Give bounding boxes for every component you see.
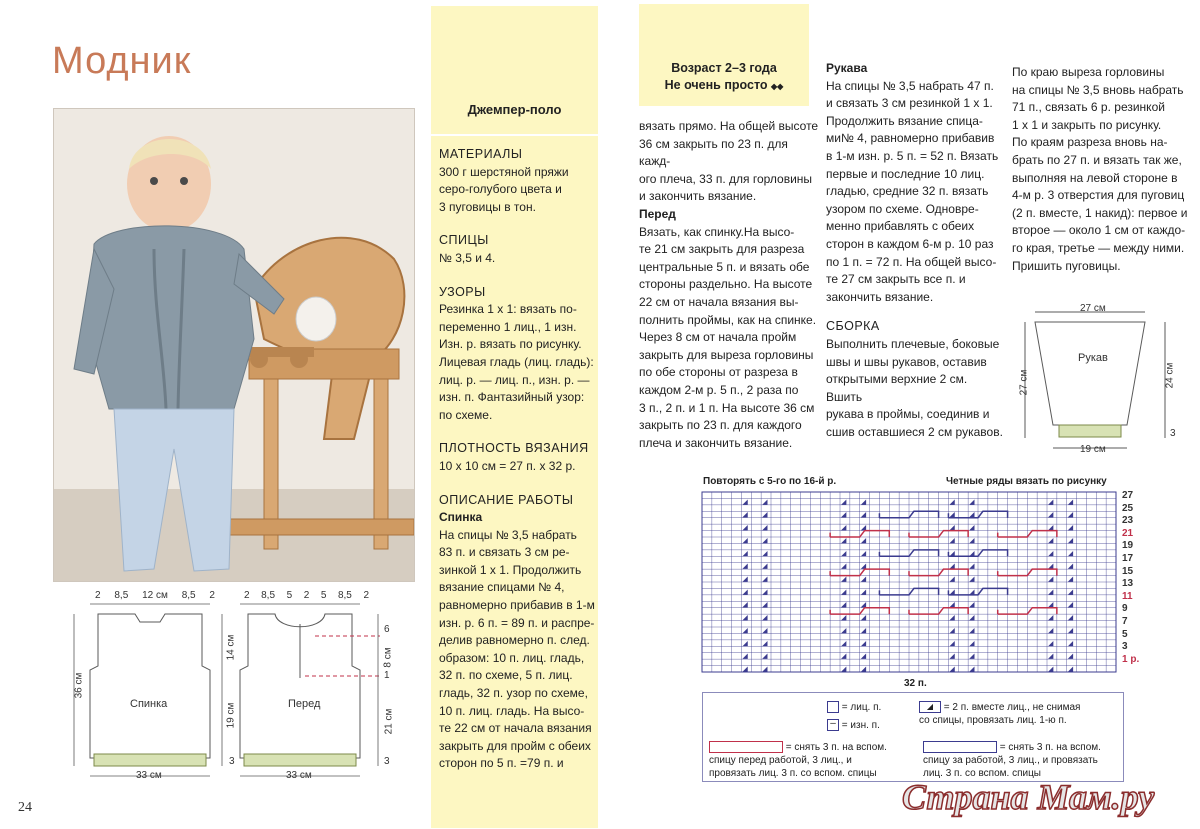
k2tog-mark: ◢ [1048, 498, 1054, 506]
k2tog-mark: ◢ [762, 614, 768, 622]
back-right-upper-dim: 14 см [225, 634, 237, 661]
k2tog-mark: ◢ [969, 627, 975, 635]
row-label: 9 [1122, 603, 1128, 615]
description-line: 83 п. и связать 3 см ре- [439, 545, 570, 560]
legend-cable-front [709, 741, 887, 780]
col4-line: те 27 см закрыть все п. и [826, 272, 966, 287]
purl-symbol-icon: – [827, 719, 839, 731]
legend-cable-front-text-3: провязать лиц. 3 п. со вспом. спицы [709, 768, 877, 779]
description-line: 10 п. лиц. гладь. На высо- [439, 703, 585, 718]
col3-line: 36 см закрыть по 23 п. для кажд- [639, 136, 788, 169]
k2tog-mark: ◢ [949, 627, 955, 635]
k2tog-mark: ◢ [969, 601, 975, 609]
k2tog-mark: ◢ [969, 511, 975, 519]
front-label: Перед [288, 698, 321, 710]
patterns-line: переменно 1 лиц., 1 изн. [439, 319, 577, 334]
legend-cable-front-text-2: спицу перед работой, 3 лиц., и [709, 755, 852, 766]
col4-line: менно прибавлять с обеих [826, 219, 975, 234]
sleeve-top-dim: 27 см [1080, 303, 1106, 314]
col3-line: закрыть для выреза горловины [639, 347, 814, 362]
k2tog-mark: ◢ [1048, 524, 1054, 532]
k2tog-mark: ◢ [1067, 511, 1074, 519]
back-front-schematics [60, 586, 410, 786]
sleeve-right-dim: 24 см [1164, 362, 1176, 389]
legend-k2tog-text: = 2 п. вместе лиц., не снимая [943, 702, 1081, 713]
patterns-line: Лицевая гладь (лиц. гладь): [439, 354, 594, 369]
k2tog-mark: ◢ [762, 537, 768, 545]
cable-back-symbol-icon [923, 741, 997, 753]
col4-line: в 1-м изн. р. 5 п. = 52 п. Вязать [826, 148, 999, 163]
k2tog-mark: ◢ [1048, 537, 1054, 545]
back-bottom-dim: 33 см [136, 770, 162, 781]
chart-row-labels [1122, 490, 1139, 666]
assembly-heading: СБОРКА [826, 319, 880, 334]
k2tog-mark: ◢ [1048, 601, 1054, 609]
materials-line: серо-голубого цвета и [439, 182, 562, 197]
k2tog-mark: ◢ [969, 614, 975, 622]
col3-line: закрыть по 23 п. для каждого [639, 418, 802, 433]
sleeve-label: Рукав [1078, 352, 1108, 364]
legend-k2tog-text-2: со спицы, провязать лиц. 1-ю п. [919, 715, 1067, 726]
legend-cable-back-text-2: спицу за работой, 3 лиц., и провязать [923, 755, 1098, 766]
k2tog-mark: ◢ [969, 524, 975, 532]
k2tog-mark: ◢ [1067, 524, 1074, 532]
dim-label: 8,5 [114, 590, 129, 601]
k2tog-mark: ◢ [969, 653, 975, 661]
k2tog-mark: ◢ [762, 601, 768, 609]
col4-line: первые и последние 10 лиц. [826, 166, 985, 181]
k2tog-mark: ◢ [949, 576, 955, 583]
k2tog-mark: ◢ [860, 563, 867, 571]
col3-line: вязать прямо. На общей высоте [639, 119, 819, 133]
legend-cable-back-text-3: лиц. 3 п. со вспом. спицы [923, 768, 1041, 779]
k2tog-mark: ◢ [860, 524, 867, 532]
description-line: изн. р. 6 п. = 89 п. и распре- [439, 615, 595, 630]
row-label: 25 [1122, 502, 1134, 514]
col5-line: второе — около 1 см от каждо- [1012, 223, 1186, 238]
row-label: 7 [1122, 615, 1128, 627]
col4-line: швы и швы рукавов, оставив [826, 354, 987, 369]
knitting-chart-grid [700, 488, 1120, 680]
k2tog-mark: ◢ [762, 498, 768, 506]
k2tog-mark: ◢ [969, 576, 975, 583]
back-top-dims [95, 590, 215, 601]
row-label: 17 [1122, 552, 1134, 564]
k2tog-mark: ◢ [1067, 588, 1074, 596]
description-line: равномерно прибавив в 1-м [439, 598, 595, 613]
photo-illustration [54, 109, 414, 581]
k2tog-mark: ◢ [841, 576, 847, 583]
sleeve-bottom-dim: 19 см [1080, 444, 1106, 455]
description-line: закрыть для пройм с обеих [439, 738, 591, 753]
k2tog-mark: ◢ [742, 601, 748, 609]
legend-k2tog [919, 701, 1080, 727]
k2tog-mark: ◢ [949, 666, 955, 673]
k2tog-mark: ◢ [762, 640, 768, 648]
materials-heading: МАТЕРИАЛЫ [439, 147, 523, 161]
k2tog-mark: ◢ [742, 550, 748, 558]
col4-line: гладью, средние 32 п. вязать [826, 184, 989, 199]
k2tog-mark: ◢ [860, 588, 867, 596]
needles-heading: СПИЦЫ [439, 233, 489, 248]
k2tog-mark: ◢ [860, 614, 867, 622]
description-line: зинкой 1 х 1. Продолжить [439, 562, 582, 577]
k2tog-mark: ◢ [1048, 653, 1054, 661]
col4-line: сшив оставшиеся 2 см рукавов. [826, 424, 1003, 439]
k2tog-mark: ◢ [969, 563, 975, 571]
k2tog-mark: ◢ [841, 563, 847, 571]
col4-line: ми№ 4, равномерно прибавив [826, 131, 995, 146]
description-line: образом: 10 п. лиц. гладь, [439, 650, 585, 665]
k2tog-mark: ◢ [841, 588, 847, 596]
front-right-small-dim: 3 [384, 756, 390, 767]
col3-line: ого плеча, 33 п. для горловины [639, 171, 813, 186]
k2tog-mark: ◢ [841, 614, 847, 622]
col3-line: полнить проймы, как на спинке. [639, 312, 817, 327]
k2tog-mark: ◢ [742, 576, 748, 583]
watermark-logo: Страна Мам.ру [902, 777, 1155, 817]
k2tog-mark: ◢ [1048, 640, 1054, 648]
k2tog-mark: ◢ [1048, 511, 1054, 519]
k2tog-mark: ◢ [1048, 588, 1054, 596]
sleeve-schematic [1015, 300, 1185, 460]
row-label: 27 [1122, 490, 1134, 501]
col5-line: (2 п. вместе, 1 накид): первое и [1012, 205, 1188, 220]
col4-line: закончить вязание. [826, 289, 934, 304]
dim-label: 8,5 [181, 590, 196, 601]
patterns-line: изн. п. Фантазийный узор: [439, 390, 585, 405]
k2tog-mark: ◢ [969, 550, 975, 558]
col5-line: го края, третье — между ними. [1012, 240, 1185, 255]
k2tog-mark: ◢ [841, 666, 847, 673]
front-right-top-dim: 6 [384, 624, 390, 635]
cable-front-symbol-icon [709, 741, 783, 753]
col3-line: каждом 2-м р. 5 п., 2 раза по [639, 382, 799, 397]
dim-label: 12 см [142, 590, 168, 601]
chart-width-label: 32 п. [904, 678, 927, 689]
k2tog-mark: ◢ [860, 627, 867, 635]
k2tog-mark: ◢ [860, 511, 867, 519]
dim-label: 5 [320, 590, 327, 601]
k2tog-mark: ◢ [949, 588, 955, 596]
needles-text: № 3,5 и 4. [439, 250, 496, 265]
col3-line: стороны раздельно. На высоте [639, 277, 813, 292]
k2tog-mark: ◢ [762, 524, 768, 532]
k2tog-mark: ◢ [762, 511, 768, 519]
patterns-line: лиц. р. — лиц. п., изн. р. — [439, 372, 590, 387]
col3-line: те 21 см закрыть для разреза [639, 242, 805, 257]
k2tog-mark: ◢ [860, 537, 867, 545]
k2tog-mark: ◢ [762, 627, 768, 635]
col4-line: На спицы № 3,5 набрать 47 п. [826, 78, 994, 93]
k2tog-mark: ◢ [949, 601, 955, 609]
k2tog-mark: ◢ [949, 511, 955, 519]
row-label: 23 [1122, 515, 1134, 527]
col5-line: 71 п., связать 6 р. резинкой [1012, 100, 1165, 115]
legend-cable-front-text: = снять 3 п. на вспом. [785, 742, 887, 753]
description-line: те 22 см от начала вязания [439, 721, 592, 736]
gauge-text: 10 х 10 см = 27 п. х 32 р. [439, 458, 576, 473]
k2tog-mark: ◢ [742, 511, 748, 519]
k2tog-mark: ◢ [1067, 614, 1074, 622]
row-label: 13 [1122, 578, 1134, 590]
description-line: На спицы № 3,5 набрать [439, 527, 577, 542]
age-box-text [639, 60, 809, 95]
difficulty-text: Не очень просто [664, 78, 768, 92]
col4-line: Продолжить вязание спица- [826, 113, 983, 128]
materials-block [439, 146, 599, 773]
k2tog-mark: ◢ [742, 653, 748, 661]
legend-knit [827, 701, 881, 714]
k2tog-mark: ◢ [841, 640, 847, 648]
k2tog-mark: ◢ [860, 666, 867, 673]
patterns-line: Резинка 1 х 1: вязать по- [439, 302, 577, 317]
k2tog-mark: ◢ [949, 498, 955, 506]
back-right-lower-dim: 19 см [225, 702, 237, 729]
col3-line: 3 п., 2 п. и 1 п. На высоте 36 см [639, 400, 815, 415]
col4-line: открытыми верхние 2 см. Вшить [826, 372, 968, 404]
child-photo [53, 108, 415, 582]
materials-line: 300 г шерстяной пряжи [439, 164, 569, 179]
sleeve-heading: Рукава [826, 61, 868, 75]
col3-line: по обе стороны от разреза в [639, 365, 798, 380]
back-left-dim: 36 см [73, 672, 85, 699]
k2tog-symbol-icon: ◢ [919, 701, 941, 713]
k2tog-mark: ◢ [949, 614, 955, 622]
legend-purl [827, 719, 880, 732]
legend-knit-text: = лиц. п. [841, 702, 882, 713]
k2tog-mark: ◢ [742, 640, 748, 648]
chart-header-left: Повторять с 5-го по 16-й р. [703, 476, 837, 487]
description-heading: ОПИСАНИЕ РАБОТЫ [439, 492, 574, 507]
col3-line: Вязать, как спинку.На высо- [639, 224, 795, 239]
legend-purl-text: = изн. п. [841, 720, 880, 731]
row-label: 3 [1122, 641, 1128, 653]
dim-label: 8,5 [261, 590, 276, 601]
k2tog-mark: ◢ [1067, 498, 1074, 506]
k2tog-mark: ◢ [742, 498, 748, 506]
row-label: 19 [1122, 540, 1134, 552]
col5-line: 1 х 1 и закрыть по рисунку. [1012, 117, 1162, 132]
k2tog-mark: ◢ [969, 640, 975, 648]
k2tog-mark: ◢ [1067, 550, 1074, 558]
k2tog-mark: ◢ [1048, 666, 1054, 673]
gauge-heading: ПЛОТНОСТЬ ВЯЗАНИЯ [439, 441, 589, 456]
k2tog-mark: ◢ [860, 576, 867, 583]
k2tog-mark: ◢ [841, 627, 847, 635]
k2tog-mark: ◢ [841, 601, 847, 609]
k2tog-mark: ◢ [762, 563, 768, 571]
description-line: вязание спицами № 4, [439, 580, 565, 595]
chart-legend [702, 692, 1124, 782]
age-text: Возраст 2–3 года [671, 61, 777, 75]
k2tog-mark: ◢ [860, 601, 867, 609]
k2tog-mark: ◢ [1048, 614, 1054, 622]
materials-line: 3 пуговицы в тон. [439, 199, 536, 214]
k2tog-mark: ◢ [762, 576, 768, 583]
k2tog-mark: ◢ [1048, 563, 1054, 571]
col4-line: и связать 3 см резинкой 1 х 1. [826, 96, 993, 111]
col5-line: выполняя на левой стороне в [1012, 170, 1178, 185]
k2tog-mark: ◢ [949, 550, 955, 558]
k2tog-mark: ◢ [949, 653, 955, 661]
k2tog-mark: ◢ [949, 563, 955, 571]
k2tog-mark: ◢ [1067, 640, 1074, 648]
k2tog-mark: ◢ [860, 640, 867, 648]
col4-line: узором по схеме. Одновре- [826, 201, 979, 216]
k2tog-mark: ◢ [860, 653, 867, 661]
k2tog-mark: ◢ [841, 537, 847, 545]
description-line: делив равномерно п. след. [439, 633, 590, 648]
k2tog-mark: ◢ [742, 524, 748, 532]
description-line: сторон по 5 п. =79 п. и [439, 756, 564, 771]
col5-line: на спицы № 3,5 вновь набрать [1012, 82, 1184, 97]
col4-line: сторон в каждом 6-м р. 10 раз [826, 236, 994, 251]
row-label: 21 [1122, 527, 1134, 539]
k2tog-mark: ◢ [969, 588, 975, 596]
col4-line: рукава в проймы, соединив и [826, 407, 990, 422]
front-right-low-dim: 21 см [383, 708, 395, 735]
k2tog-mark: ◢ [949, 537, 955, 545]
k2tog-mark: ◢ [762, 653, 768, 661]
neckline-instructions [1012, 64, 1198, 275]
row-label: 15 [1122, 565, 1134, 577]
k2tog-mark: ◢ [949, 524, 955, 532]
legend-cable-back [923, 741, 1101, 780]
k2tog-mark: ◢ [742, 588, 748, 596]
k2tog-mark: ◢ [1067, 653, 1074, 661]
col5-line: По краям разреза вновь на- [1012, 135, 1168, 150]
patterns-line: Изн. р. вязать по рисунку. [439, 337, 582, 352]
k2tog-mark: ◢ [841, 550, 847, 558]
k2tog-mark: ◢ [841, 511, 847, 519]
col5-line: 4-м р. 3 отверстия для пуговиц [1012, 188, 1185, 203]
yellow-header: Джемпер-поло [467, 102, 562, 117]
front-bottom-dim: 33 см [286, 770, 312, 781]
dim-label: 8,5 [337, 590, 352, 601]
back-label: Спинка [130, 698, 168, 710]
k2tog-mark: ◢ [1067, 576, 1074, 583]
row-label: 1 р. [1122, 653, 1140, 665]
front-right-one-dim: 1 [384, 670, 390, 681]
k2tog-mark: ◢ [969, 498, 975, 506]
k2tog-mark: ◢ [949, 640, 955, 648]
col5-line: Пришить пуговицы. [1012, 258, 1121, 273]
dim-label: 2 [209, 590, 215, 601]
front-top-dims [244, 590, 369, 601]
k2tog-mark: ◢ [860, 550, 867, 558]
legend-cable-back-text: = снять 3 п. на вспом. [999, 742, 1101, 753]
col3-line: центральные 5 п. и вязать обе [639, 259, 810, 274]
patterns-heading: УЗОРЫ [439, 284, 486, 299]
k2tog-mark: ◢ [1048, 576, 1054, 583]
col3-line: 22 см от начала вязания вы- [639, 294, 799, 309]
k2tog-mark: ◢ [841, 498, 847, 506]
front-instructions [639, 118, 819, 452]
k2tog-mark: ◢ [762, 550, 768, 558]
k2tog-mark: ◢ [1067, 627, 1074, 635]
back-right-small-dim: 3 [229, 756, 235, 767]
k2tog-mark: ◢ [742, 666, 748, 673]
front-right-mid-dim: 8 см [382, 647, 394, 668]
knit-symbol-icon [827, 701, 839, 713]
k2tog-mark: ◢ [1067, 563, 1074, 571]
k2tog-mark: ◢ [1048, 550, 1054, 558]
k2tog-mark: ◢ [969, 537, 975, 545]
col4-line: Выполнить плечевые, боковые [826, 336, 1000, 351]
col3-line: плеча и закончить вязание. [639, 435, 793, 450]
sleeve-instructions [826, 60, 1006, 441]
dim-label: 2 [244, 590, 250, 601]
k2tog-mark: ◢ [860, 498, 867, 506]
col3-line: и закончить вязание. [639, 189, 757, 204]
back-subheading: Спинка [439, 510, 483, 525]
k2tog-mark: ◢ [1067, 537, 1074, 545]
k2tog-mark: ◢ [1048, 627, 1054, 635]
dim-label: 5 [286, 590, 293, 601]
dim-label: 2 [95, 590, 101, 601]
k2tog-mark: ◢ [1067, 666, 1074, 673]
col5-line: брать по 27 п. и вязать так же, [1012, 152, 1182, 167]
k2tog-mark: ◢ [742, 614, 748, 622]
description-line: 32 п. по схеме, 5 п. лиц. [439, 668, 573, 683]
col5-line: По краю выреза горловины [1012, 65, 1165, 79]
sleeve-right-small-dim: 3 [1170, 428, 1176, 439]
row-label: 5 [1122, 628, 1128, 640]
k2tog-mark: ◢ [762, 666, 768, 673]
k2tog-mark: ◢ [742, 563, 748, 571]
k2tog-mark: ◢ [762, 588, 768, 596]
patterns-line: по схеме. [439, 407, 493, 422]
page-title: Модник [52, 40, 192, 82]
front-heading: Перед [639, 206, 676, 221]
k2tog-mark: ◢ [841, 524, 847, 532]
k2tog-mark: ◢ [1067, 601, 1074, 609]
dim-label: 2 [363, 590, 369, 601]
k2tog-mark: ◢ [841, 653, 847, 661]
k2tog-mark: ◢ [969, 666, 975, 673]
sleeve-left-dim: 27 см [1018, 369, 1030, 396]
dim-label: 2 [303, 590, 310, 601]
col3-line: Через 8 см от начала пройм [639, 330, 797, 345]
diamond-icon: ◆◆ [771, 82, 784, 91]
description-line: гладь, 32 п. узор по схеме, [439, 686, 588, 701]
k2tog-mark: ◢ [742, 627, 748, 635]
difficulty-row [639, 77, 809, 95]
yellow-divider [431, 134, 598, 136]
col4-line: по 1 п. = 72 п. На общей высо- [826, 254, 997, 269]
chart-header-right: Четные ряды вязать по рисунку [946, 476, 1107, 487]
page-number: 24 [18, 800, 32, 815]
k2tog-mark: ◢ [742, 537, 748, 545]
row-label: 11 [1122, 590, 1133, 602]
